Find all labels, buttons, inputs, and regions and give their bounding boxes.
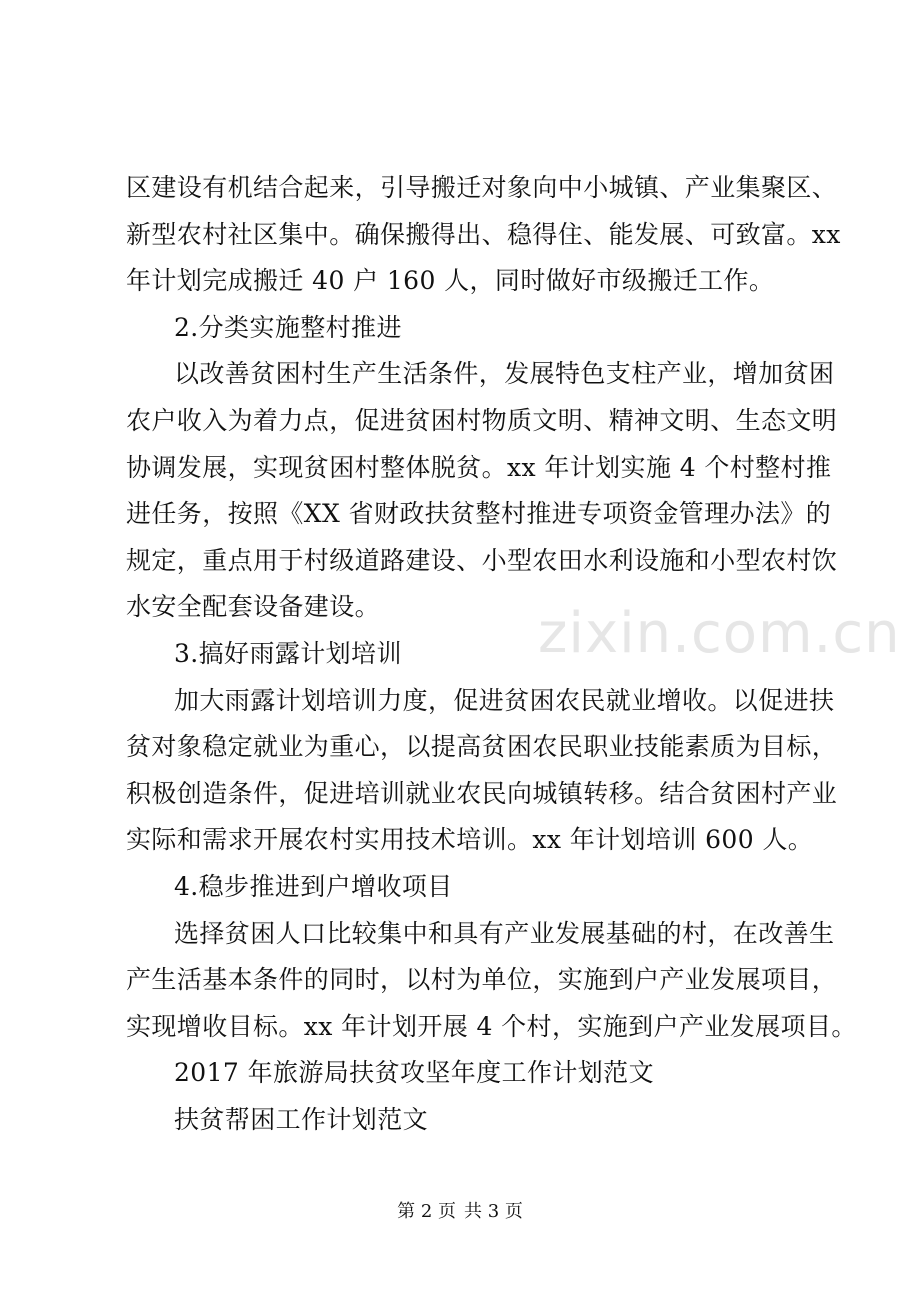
paragraph-start: 选择贫困人口比较集中和具有产业发展基础的村，在改善生 — [174, 918, 835, 948]
body-line: 新型农村社区集中。确保搬得出、稳得住、能发展、可致富。xx — [126, 219, 841, 249]
body-line: 农户收入为着力点，促进贫困村物质文明、精神文明、生态文明 — [126, 405, 838, 435]
body-line: 区建设有机结合起来，引导搬迁对象向中小城镇、产业集聚区、 — [126, 173, 838, 202]
body-line: 产生活基本条件的同时，以村为单位，实施到户产业发展项目， — [126, 965, 838, 995]
body-line: 进任务，按照《XX 省财政扶贫整村推进专项资金管理办法》的 — [126, 499, 832, 529]
section-heading: 4.稳步推进到户增收项目 — [174, 871, 453, 901]
page-footer — [0, 1198, 920, 1226]
document-body — [126, 165, 857, 1143]
body-line: 协调发展，实现贫困村整体脱贫。xx 年计划实施 4 个村整村推 — [126, 452, 832, 482]
body-line: 积极创造条件，促进培训就业农民向城镇转移。结合贫困村产业 — [126, 778, 838, 808]
body-line: 实际和需求开展农村实用技术培训。xx 年计划培训 600 人。 — [126, 825, 814, 855]
related-article-title: 2017 年旅游局扶贫攻坚年度工作计划范文 — [174, 1058, 654, 1088]
related-article-title: 扶贫帮困工作计划范文 — [174, 1104, 429, 1134]
body-line: 水安全配套设备建设。 — [126, 592, 381, 622]
watermark: zixin.com.cn — [538, 601, 901, 666]
body-line: 贫对象稳定就业为重心，以提高贫困农民职业技能素质为目标， — [126, 732, 838, 762]
page-number: 第 2 页 — [397, 1201, 456, 1222]
body-line: 年计划完成搬迁 40 户 160 人，同时做好市级搬迁工作。 — [126, 266, 775, 296]
page-total: 共 3 页 — [464, 1201, 523, 1222]
paragraph-start: 加大雨露计划培训力度，促进贫困农民就业增收。以促进扶 — [174, 685, 835, 715]
body-line: 规定，重点用于村级道路建设、小型农田水利设施和小型农村饮 — [126, 545, 838, 575]
section-heading: 3.搞好雨露计划培训 — [174, 638, 402, 668]
section-heading: 2.分类实施整村推进 — [174, 312, 402, 342]
paragraph-start: 以改善贫困村生产生活条件，发展特色支柱产业，增加贫困 — [174, 359, 835, 389]
body-line: 实现增收目标。xx 年计划开展 4 个村，实施到户产业发展项目。 — [126, 1011, 857, 1041]
